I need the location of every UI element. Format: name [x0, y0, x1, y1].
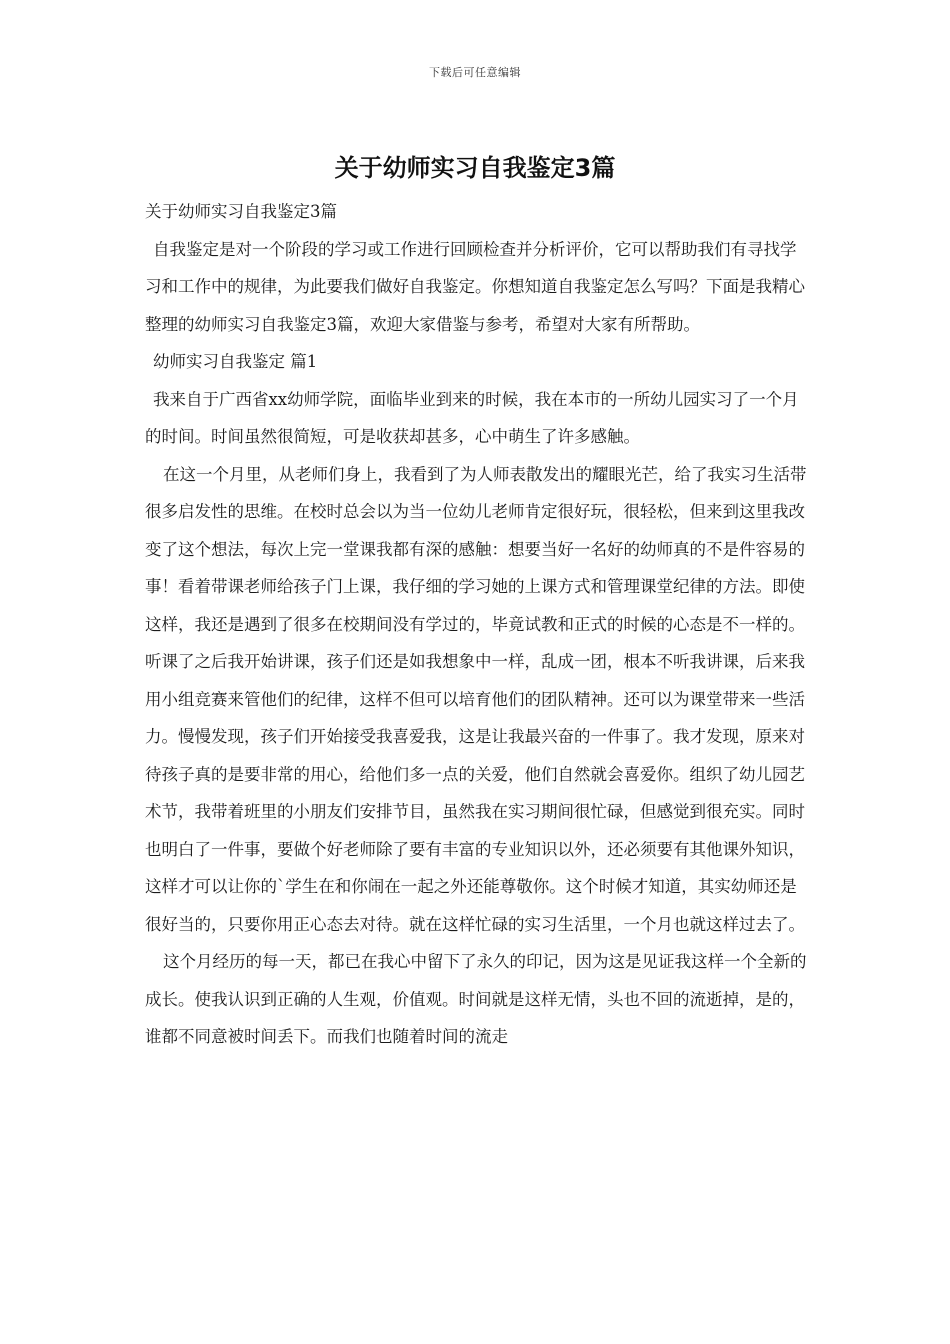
section-heading-1: 幼师实习自我鉴定 篇1 [153, 352, 318, 371]
body-paragraph-3: 这个月经历的每一天，都已在我心中留下了永久的印记，因为这是见证我这样一个全新的成长。使我认识到正确的人生观，价值观。时间就是这样无情，头也不回的流逝掉，是的，谁都不同意被时间丢下。而我们也随着时间的流走 [145, 952, 807, 1046]
intro-paragraph: 自我鉴定是对一个阶段的学习或工作进行回顾检查并分析评价，它可以帮助我们有寻找学习和工作中的规律，为此要我们做好自我鉴定。你想知道自我鉴定怎么写吗？下面是我精心整理的幼师实习自我鉴定3篇，欢迎大家借鉴与参考，希望对大家有所帮助。 [145, 239, 805, 334]
document-title: 关于幼师实习自我鉴定3篇 [334, 154, 616, 182]
page-header-note: 下载后可任意编辑 [429, 66, 521, 79]
body-paragraph-1: 我来自于广西省xx幼师学院，面临毕业到来的时候，我在本市的一所幼儿园实习了一个月的时间。时间虽然很简短，可是收获却甚多，心中萌生了许多感触。 [145, 389, 799, 446]
document-subtitle: 关于幼师实习自我鉴定3篇 [145, 202, 337, 221]
body-paragraph-2: 在这一个月里，从老师们身上，我看到了为人师表散发出的耀眼光芒，给了我实习生活带很多启发性的思维。在校时总会以为当一位幼儿老师肯定很好玩，很轻松，但来到这里我改变了这个想法，每次上完一堂课我都有深的感触：想要当好一名好的幼师真的不是件容易的事！看着带课老师给孩子门上课，我仔细的学习她的上课方式和管理课堂纪律的方法。即使这样，我还是遇到了很多在校期间没有学过的，毕竟试教和正式的时候的心态是不一样的。听课了之后我开始讲课，孩子们还是如我想象中一样，乱成一团，根本不听我讲课，后来我用小组竞赛来管他们的纪律，这样不但可以培育他们的团队精神。还可以为课堂带来一些活力。慢慢发现，孩子们开始接受我喜爱我，这是让我最兴奋的一件事了。我才发现，原来对待孩子真的是要非常的用心，给他们多一点的关爱，他们自然就会喜爱你。组织了幼儿园艺术节，我带着班里的小朋友们安排节目，虽然我在实习期间很忙碌，但感觉到很充实。同时也明白了一件事，要做个好老师除了要有丰富的专业知识以外，还必须要有其他课外知识，这样才可以让你的`学生在和你闹在一起之外还能尊敬你。这个时候才知道，其实幼师还是很好当的，只要你用正心态去对待。就在这样忙碌的实习生活里，一个月也就这样过去了。 [145, 464, 807, 934]
document-body [145, 193, 807, 1056]
